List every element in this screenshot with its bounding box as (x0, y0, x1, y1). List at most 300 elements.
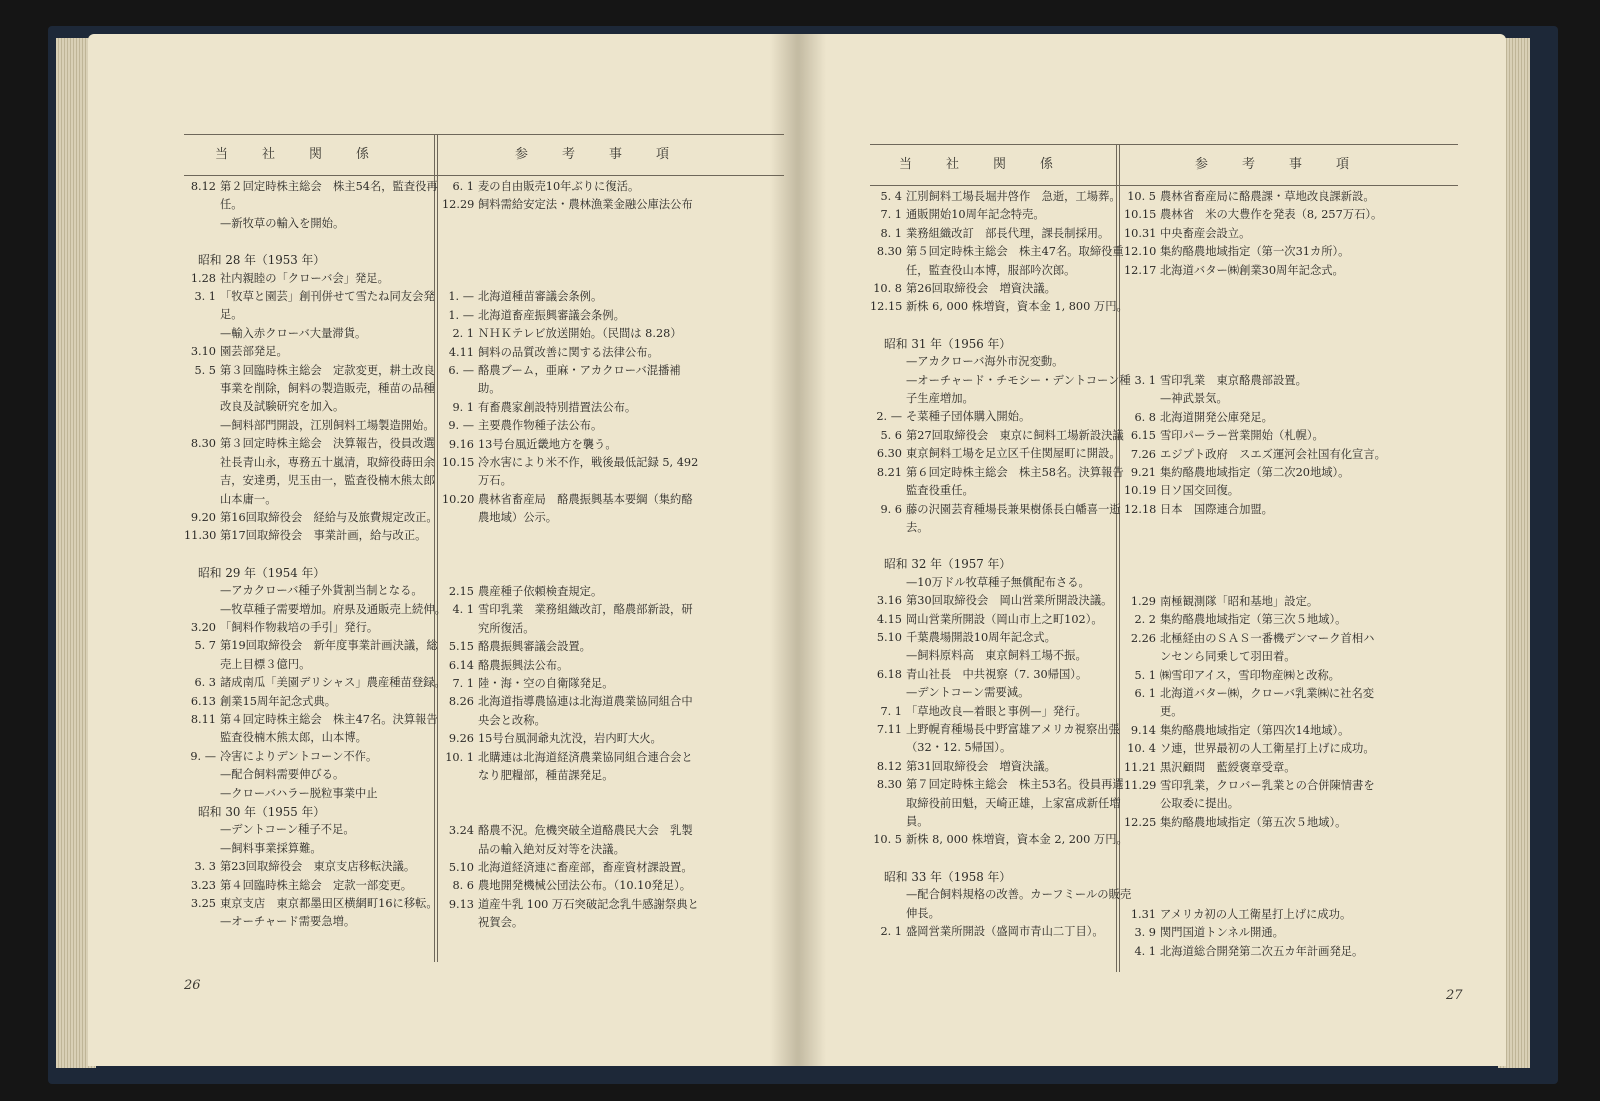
chronology-entry (1124, 703, 1458, 721)
chronology-entry (870, 666, 1114, 684)
entry-text: —オーチャード・チモシー・デントコーン種 (906, 373, 1131, 387)
chronology-entry (1124, 906, 1458, 924)
entry-date: 6. 3 (194, 676, 216, 690)
entry-date: 6.18 (876, 667, 902, 681)
chronology-entry (442, 822, 782, 840)
entry-text: なり肥糧部，種苗課発足。 (478, 768, 614, 782)
entry-date: 9. 6 (880, 502, 902, 516)
column-divider (434, 134, 435, 962)
entry-text: 北海道指導農協連は北海道農業協同組合中 (478, 695, 693, 709)
chronology-entry (442, 601, 782, 619)
chronology-entry (870, 813, 1114, 831)
chronology-entry (870, 280, 1114, 298)
chronology-entry (870, 795, 1121, 813)
entry-text: 酪農ブーム，亜麻・アカクローバ混播補 (478, 364, 681, 378)
chronology-entry (184, 895, 438, 913)
entry-date: 8.30 (190, 437, 216, 451)
entry-date: 9.14 (1130, 723, 1156, 737)
entry-date: 10. 5 (1127, 190, 1156, 203)
entry-text: エジプト政府 スエズ運河会社国有化宣言。 (1160, 447, 1386, 461)
entry-text: 雪印乳業 東京酪農部設置。 (1160, 374, 1307, 388)
entry-date: 2.15 (448, 584, 474, 598)
year-heading: 昭和 28 年（1953 年） (198, 253, 326, 268)
entry-text: 央会と改称。 (478, 713, 546, 727)
chronology-entry (1124, 611, 1458, 629)
chronology-entry (442, 712, 782, 730)
entry-text: 酪農振興審議会設置。 (478, 640, 591, 654)
column-divider (437, 134, 438, 962)
chronology-entry (184, 362, 435, 380)
entry-date: 2.26 (1130, 631, 1156, 645)
chronology-entry (1124, 390, 1458, 408)
chronology-entry (1124, 795, 1458, 813)
entry-date: 9.21 (1130, 466, 1156, 480)
chronology-entry (1124, 501, 1458, 519)
entry-date: 11.21 (1124, 760, 1157, 774)
entry-date: 12.17 (1124, 263, 1157, 277)
entry-date: 10.19 (1124, 484, 1157, 498)
chronology-entry (184, 270, 432, 288)
right-chronology-table (870, 144, 1458, 972)
company-column-header: 当社関係 (214, 147, 403, 162)
entry-text: —配合飼料需要伸びる。 (220, 768, 345, 782)
entry-text: 集約酪農地域指定（第五次５地域）。 (1160, 815, 1347, 829)
entry-text: 飼料の品質改善に関する法律公布。 (478, 345, 659, 359)
entry-text: 員。 (906, 815, 929, 828)
chronology-entry (870, 592, 1114, 610)
entry-text: 農林省畜産局 酪農振興基本要綱（集約酪 (478, 492, 693, 506)
entry-text: 第４回定時株主総会 株主47名。決算報告 (220, 712, 438, 726)
entry-text: —デントコーン種子不足。 (220, 823, 355, 837)
chronology-entry (442, 325, 782, 343)
chronology-entry (442, 583, 782, 601)
entry-text: 冷害によりデントコーン不作。 (220, 749, 378, 763)
entry-date: 3. 3 (194, 860, 216, 874)
entry-text: 雪印パーラー営業開始（札幌）。 (1160, 429, 1324, 443)
entry-date: 8. 1 (880, 226, 902, 240)
entry-date: 7. 1 (880, 704, 902, 718)
chronology-entry (870, 298, 1128, 316)
entry-text: 第３回臨時株主総会 定款変更，耕土改良 (220, 363, 435, 377)
entry-text: 第30回取締役会 岡山営業所開設決議。 (906, 594, 1113, 608)
chronology-entry (1124, 262, 1458, 280)
entry-text: そ菜種子団体購入開始。 (906, 410, 1031, 424)
entry-date: 6.14 (448, 658, 474, 672)
chronology-entry (870, 647, 1114, 665)
entry-date: 3. 9 (1134, 926, 1156, 940)
chronology-entry (184, 491, 432, 509)
chronology-entry (870, 262, 1114, 280)
entry-text: 任，監査役山本博，服部吟次郎。 (906, 263, 1076, 277)
entry-text: 集約酪農地域指定（第三次５地域）。 (1160, 613, 1347, 627)
entry-text: 北海道バター㈱，クローバ乳業㈱に社名変 (1160, 686, 1375, 700)
chronology-entry (184, 674, 446, 692)
entry-text: —10万ドル牧草種子無償配布さる。 (906, 575, 1090, 589)
entry-text: 関門国道トンネル開通。 (1160, 926, 1284, 940)
entry-text: 第27回取締役会 東京に飼料工場新設決議 (906, 428, 1124, 442)
chronology-entry (1124, 777, 1458, 795)
entry-text: 農地域）公示。 (478, 511, 558, 525)
entry-text: 有畜農家創設特別措置法公布。 (478, 400, 637, 414)
entry-date: 7. 1 (880, 208, 902, 222)
entry-text: アメリカ初の人工衛星打上げに成功。 (1160, 907, 1352, 921)
entry-text: 江別飼料工場長堀井啓作 急逝，工場葬。 (906, 190, 1121, 203)
entry-text: 第23回取締役会 東京支店移転決議。 (220, 860, 416, 874)
entry-text: 子生産増加。 (906, 392, 974, 406)
chronology-entry (442, 491, 782, 509)
entry-date: 3.20 (190, 620, 216, 634)
entry-text: 公取委に提出。 (1160, 797, 1240, 811)
entry-text: —配合飼料規格の改善。カーフミールの販売 (906, 888, 1132, 902)
chronology-entry (442, 638, 782, 656)
chronology-entry (1124, 243, 1458, 261)
entry-date: 12.15 (870, 300, 903, 314)
reference-column-header: 参考事項 (1194, 157, 1383, 172)
entry-text: 監査役重任。 (906, 484, 974, 498)
chronology-entry (184, 766, 432, 784)
entry-text: 改良及試験研究を加入。 (220, 400, 345, 414)
entry-text: 中央畜産会設立。 (1160, 226, 1251, 240)
entry-text: —輸入赤クローバ大量滞貨。 (220, 326, 367, 340)
chronology-entry (442, 196, 782, 214)
chronology-entry (442, 288, 782, 306)
entry-text: 社内親睦の「クローバ会」発足。 (220, 271, 389, 285)
chronology-entry (184, 417, 435, 435)
entry-date: 7. 1 (452, 676, 474, 690)
entry-text: —オーチャード需要急増。 (220, 915, 356, 929)
entry-date: 12.29 (442, 198, 475, 212)
entry-date: 2. 1 (880, 925, 902, 939)
chronology-entry (184, 913, 432, 931)
entry-text: 更。 (1160, 705, 1183, 719)
entry-date: 1.29 (1130, 594, 1156, 608)
entry-date: 6.15 (1130, 429, 1156, 443)
entry-date: 9.13 (448, 897, 474, 911)
entry-date: 10.20 (442, 492, 475, 506)
entry-date: 8.30 (876, 778, 902, 792)
chronology-entry (870, 188, 1121, 206)
entry-date: 9.26 (448, 732, 474, 746)
entry-text: 東京飼料工場を足立区千住関屋町に開設。 (906, 447, 1121, 461)
chronology-entry (184, 472, 435, 490)
entry-date: 11.29 (1124, 778, 1157, 792)
entry-date: 10. 5 (873, 833, 902, 847)
entry-date: 9. — (448, 419, 474, 433)
chronology-entry (870, 923, 1114, 941)
entry-text: 農林省 米の大豊作を発表（8, 257万石）。 (1160, 208, 1383, 222)
entry-text: 集約酪農地域指定（第二次20地域）。 (1160, 466, 1350, 480)
table-header (870, 144, 1458, 186)
chronology-entry (870, 501, 1121, 519)
entry-text: 吉，安達勇，児玉由一，監査役楠木熊太郎 (220, 474, 435, 488)
entry-text: 岡山営業所開設（岡山市上之町102）。 (906, 612, 1103, 626)
entry-date: 3.16 (876, 594, 902, 608)
entry-date: 5. 4 (880, 190, 902, 203)
entry-text: 北海道経済連に畜産部，畜産資材課設置。 (478, 860, 693, 874)
entry-date: 3. 1 (1134, 374, 1156, 388)
chronology-entry (1124, 943, 1458, 961)
chronology-entry (870, 408, 1114, 426)
entry-text: 業務組織改訂 部長代理，課長制採用。 (906, 226, 1110, 240)
entry-text: 「草地改良—着眼と事例—」発行。 (906, 704, 1087, 718)
entry-text: 足。 (220, 308, 243, 322)
chronology-entry (1124, 924, 1458, 942)
chronology-entry (442, 841, 782, 859)
entry-text: 農林省畜産局に酪農課・草地改良課新設。 (1160, 190, 1375, 203)
chronology-entry (442, 472, 782, 490)
entry-date: 10. 8 (873, 282, 902, 296)
chronology-entry (870, 611, 1114, 629)
year-heading: 昭和 31 年（1956 年） (884, 336, 1012, 351)
page-number: 26 (184, 978, 201, 993)
entry-date: 10. 4 (1127, 742, 1156, 756)
entry-date: 8.12 (876, 759, 902, 773)
year-heading: 昭和 32 年（1957 年） (884, 557, 1012, 572)
entry-text: 道産牛乳 100 万石突破記念乳牛感謝祭典と (478, 897, 699, 911)
entry-text: 南極観測隊「昭和基地」設定。 (1160, 594, 1319, 608)
chronology-entry (1124, 409, 1458, 427)
entry-text: ＮＨＫテレビ放送開始。（民間は 8.28） (478, 327, 682, 341)
entry-text: 山本庸一。 (220, 492, 277, 506)
entry-text: 園芸部発足。 (220, 345, 288, 359)
chronology-entry (184, 178, 438, 196)
page-number: 27 (1446, 988, 1463, 1003)
chronology-entry (184, 527, 432, 545)
entry-text: —デントコーン需要減。 (906, 686, 1030, 700)
entry-date: 1. — (448, 290, 474, 304)
entry-text: 北海道バター㈱創業30周年記念式。 (1160, 263, 1344, 277)
entry-date: 6.13 (190, 694, 216, 708)
chronology-entry (1124, 722, 1458, 740)
entry-text: 創業15周年記念式典。 (220, 694, 337, 708)
entry-date: 8.12 (190, 180, 216, 193)
chronology-entry (1124, 225, 1458, 243)
entry-text: 第６回定時株主総会 株主58名。決算報告 (906, 465, 1124, 479)
chronology-entry (442, 675, 782, 693)
entry-date: 9.16 (448, 437, 474, 451)
entry-date: 6. 1 (452, 180, 474, 193)
entry-text: —牧草種子需要増加。府県及通販売上続伸。 (220, 602, 446, 616)
entry-text: 「飼料作物栽培の手引」発行。 (220, 620, 379, 634)
entry-date: 8.21 (876, 465, 902, 479)
company-entries (184, 178, 446, 932)
entry-text: ソ連，世界最初の人工衛星打上げに成功。 (1160, 742, 1375, 756)
entry-date: 8.26 (448, 695, 474, 709)
entry-text: 雪印乳業 業務組織改訂，酪農部新設，研 (478, 603, 693, 617)
entry-date: 5. 5 (194, 363, 216, 377)
chronology-entry (184, 454, 435, 472)
entry-text: —神武景気。 (1160, 392, 1228, 406)
entry-text: 日本 国際連合加盟。 (1160, 502, 1273, 516)
entry-date: 2. 2 (1134, 613, 1156, 627)
entry-text: —アカクローバ種子外貨割当制となる。 (220, 584, 423, 598)
chronology-entry (870, 721, 1120, 739)
entry-date: 4. 1 (452, 603, 474, 617)
entry-text: 北海道種苗審議会条例。 (478, 290, 603, 304)
chronology-entry (870, 831, 1128, 849)
entry-text: 集約酪農地域指定（第四次14地域）。 (1160, 723, 1350, 737)
entry-date: 7.26 (1130, 447, 1156, 461)
chronology-entry (870, 703, 1114, 721)
entry-text: 北極経由のＳＡＳ一番機デンマーク首相ハ (1160, 631, 1375, 645)
entry-date: 8.11 (190, 712, 216, 726)
entry-text: 伸長。 (906, 906, 940, 920)
chronology-entry (184, 582, 432, 600)
entry-text: 飼料需給安定法・農林漁業金融公庫法公布 (478, 198, 693, 212)
entry-text: 日ソ国交回復。 (1160, 484, 1240, 498)
chronology-entry (1124, 427, 1458, 445)
entry-date: 6. 8 (1134, 410, 1156, 424)
chronology-entry (1124, 685, 1458, 703)
entry-date: 1.31 (1130, 907, 1156, 921)
entry-text: 第２回定時株主総会 株主54名，監査役再 (220, 180, 438, 193)
chronology-entry (184, 748, 432, 766)
chronology-entry (1124, 814, 1458, 832)
entry-date: 6.30 (876, 447, 902, 461)
chronology-entry (184, 306, 432, 324)
chronology-entry (442, 620, 782, 638)
entry-date: 4. 1 (1134, 944, 1156, 958)
chronology-entry (184, 656, 432, 674)
entry-date: 8.30 (876, 245, 902, 259)
chronology-entry (184, 325, 432, 343)
chronology-entry (870, 758, 1114, 776)
entry-text: 事業を削除，飼料の製造販売，種苗の品種 (220, 382, 435, 396)
chronology-entry (442, 896, 782, 914)
entry-date: 5. 7 (194, 639, 216, 653)
entry-date: 3. 1 (194, 290, 216, 304)
entry-text: 第19回取締役会 新年度事業計画決議，総 (220, 639, 438, 653)
entry-text: 売上目標３億円。 (220, 657, 311, 671)
entry-text: 第17回取締役会 事業計画，給与改正。 (220, 529, 427, 543)
table-header (184, 134, 784, 176)
chronology-entry (870, 206, 1114, 224)
left-page (88, 34, 798, 1066)
entry-text: 農産種子依頼検査規定。 (478, 584, 603, 598)
left-chronology-table (184, 134, 784, 962)
entry-text: 第４回臨時株主総会 定款一部変更。 (220, 878, 413, 892)
entry-text: 第16回取締役会 経給与及旅費規定改正。 (220, 510, 438, 524)
entry-text: —飼料原料高 東京飼料工場不振。 (906, 649, 1087, 663)
entry-text: 新株 8, 000 株増資，資本金 2, 200 万円。 (906, 833, 1128, 847)
entry-text: 第７回定時株主総会 株主53名。役員再選 (906, 778, 1124, 792)
year-heading: 昭和 30 年（1955 年） (198, 805, 326, 819)
entry-date: 3.24 (448, 824, 474, 838)
entry-date: 1.28 (190, 271, 216, 285)
entry-text: 北海道畜産振興審議会条例。 (478, 308, 625, 322)
chronology-entry (442, 693, 782, 711)
chronology-entry (870, 905, 1114, 923)
entry-date: 12.10 (1124, 245, 1157, 259)
chronology-entry (442, 344, 782, 362)
chronology-entry (1124, 740, 1458, 758)
entry-text: —飼料事業採算難。 (220, 841, 322, 855)
entry-date: 2. 1 (452, 327, 474, 341)
entry-text: 去。 (906, 520, 929, 534)
entry-text: 盛岡営業所開設（盛岡市青山二丁目）。 (906, 925, 1104, 939)
chronology-entry (1124, 206, 1458, 224)
entry-date: 4.11 (448, 345, 474, 359)
chronology-entry (870, 482, 1114, 500)
entry-text: —クローバハラー脱粒事業中止 (220, 786, 378, 800)
entry-text: 麦の自由販売10年ぶりに復活。 (478, 180, 640, 193)
right-page (798, 34, 1506, 1066)
entry-date: 10.15 (442, 456, 475, 470)
chronology-entry (870, 445, 1121, 463)
chronology-entry (184, 509, 438, 527)
entry-date: 7.11 (876, 722, 902, 736)
chronology-entry (184, 785, 432, 803)
entry-text: 青山社長 中共視察（7. 30帰国）。 (906, 667, 1088, 681)
chronology-entry (184, 619, 432, 637)
entry-text: 諸成南瓜「美園デリシャス」農産種苗登録。 (220, 676, 446, 690)
entry-date: 12.18 (1124, 502, 1157, 516)
entry-text: 上野幌育種場長中野富雄アメリカ視察出張 (906, 722, 1120, 736)
chronology-entry (442, 509, 782, 527)
entry-date: 3.23 (190, 878, 216, 892)
entry-text: ㈱雪印アイス，雪印物産㈱と改称。 (1160, 668, 1340, 682)
entry-date: 9. — (190, 749, 216, 763)
entry-text: ンセンら同乗して羽田着。 (1160, 650, 1296, 664)
chronology-entry (184, 840, 432, 858)
chronology-entry (870, 684, 1114, 702)
chronology-entry (1124, 630, 1458, 648)
entry-text: 監査役楠木熊太郎，山本博。 (220, 731, 367, 745)
chronology-entry (442, 749, 782, 767)
entry-text: 農地開発機械公団法公布。（10.10発足）。 (478, 879, 692, 893)
entry-text: 藤の沢園芸育種場長兼果樹係長白幡喜一逝 (906, 502, 1121, 516)
entry-text: 祝賀会。 (478, 916, 524, 930)
chronology-entry (442, 178, 782, 196)
chronology-entry (184, 343, 432, 361)
chronology-entry (442, 914, 782, 932)
entry-text: 第５回定時株主総会 株主47名。取締役重 (906, 245, 1124, 259)
entry-text: 品の輸入絶対反対等を決議。 (478, 842, 625, 856)
entry-text: 助。 (478, 382, 501, 396)
entry-text: 北海道開発公庫発足。 (1160, 410, 1273, 424)
chronology-entry (442, 859, 782, 877)
entry-text: 北海道総合開発第二次五カ年計画発足。 (1160, 944, 1364, 958)
chronology-entry (870, 372, 1131, 390)
chronology-entry (1124, 667, 1458, 685)
entry-date: 2. — (876, 410, 902, 424)
year-heading: 昭和 33 年（1958 年） (884, 869, 1012, 884)
chronology-entry (870, 519, 1114, 537)
entry-text: 酪農振興法公布。 (478, 658, 569, 672)
chronology-entry (870, 886, 1132, 904)
chronology-entry (870, 739, 1114, 757)
chronology-entry (184, 877, 432, 895)
entry-date: 10.31 (1124, 226, 1157, 240)
chronology-entry (184, 196, 432, 214)
entry-text: 取締役前田魁，天崎正雄，上家富成新任増 (906, 796, 1121, 810)
chronology-entry (442, 767, 782, 785)
reference-entries (442, 178, 782, 933)
entry-date: 5.10 (448, 860, 474, 874)
entry-date: 4.15 (876, 612, 902, 626)
entry-text: 酪農不況。危機突破全道酪農民大会 乳製 (478, 824, 693, 838)
chronology-entry (442, 380, 782, 398)
year-heading: 昭和 29 年（1954 年） (198, 565, 326, 580)
entry-date: 11.30 (184, 529, 217, 543)
entry-text: 集約酪農地域指定（第一次31カ所）。 (1160, 245, 1350, 259)
chronology-entry (184, 380, 435, 398)
chronology-entry (184, 601, 446, 619)
chronology-entry (1124, 593, 1458, 611)
entry-text: 13号台風近畿地方を襲う。 (478, 437, 617, 451)
entry-text: 新株 6, 000 株増資，資本金 1, 800 万円。 (906, 300, 1128, 314)
chronology-entry (184, 711, 438, 729)
